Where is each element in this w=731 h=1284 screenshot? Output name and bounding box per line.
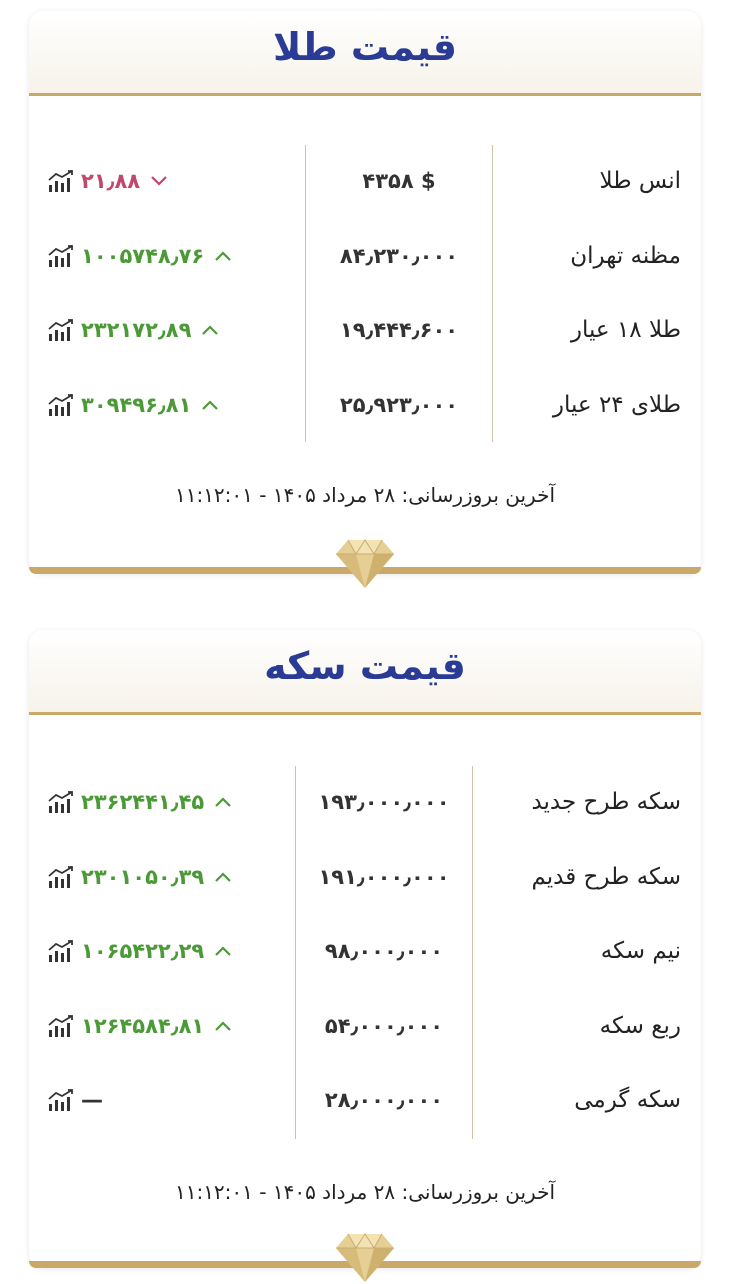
bar-chart-trend-icon[interactable] [47,169,75,193]
gold-row-change [47,161,168,201]
coin-row-name: سکه طرح قدیم [531,864,681,890]
gold-row-name: طلا ۱۸ عیار [570,317,681,343]
change-value: ۲۳۲۱۷۲٫۸۹ [81,318,192,342]
coin-row-change [47,782,232,822]
gold-row-price: $ ۴۳۵۸ [362,169,436,193]
gold-row-24k[interactable] [29,385,701,425]
gold-card-title: قیمت طلا [273,25,457,69]
gold-row-name: مظنه تهران [570,243,681,269]
gold-row-tehran[interactable] [29,236,701,276]
coin-row-name: ربع سکه [599,1013,681,1039]
chevron-up-icon [201,324,219,336]
chevron-down-icon [150,175,168,187]
change-value: ۱۲۶۴۵۸۴٫۸۱ [81,1014,205,1038]
gold-row-price: ۸۴٫۲۳۰٫۰۰۰ [339,244,459,268]
bar-chart-trend-icon[interactable] [47,790,75,814]
coin-row-price: ۹۸٫۰۰۰٫۰۰۰ [324,939,444,963]
bar-chart-trend-icon[interactable] [47,1014,75,1038]
gold-row-price: ۱۹٫۴۴۴٫۶۰۰ [339,318,459,342]
bar-chart-trend-icon[interactable] [47,865,75,889]
change-value: ۳۰۹۴۹۶٫۸۱ [81,393,192,417]
change-value: ۲۳۰۱۰۵۰٫۳۹ [81,865,205,889]
coin-row-new-design[interactable] [29,782,701,822]
coin-row-name: نیم سکه [600,938,681,964]
coin-card-header [29,630,701,715]
chevron-up-icon [214,1020,232,1032]
chevron-up-icon [201,399,219,411]
coin-row-change [47,931,232,971]
coin-last-update: آخرین بروزرسانی: ۲۸ مرداد ۱۴۰۵ - ۱۱:۱۲:۰۱ [174,1180,556,1204]
bar-chart-trend-icon[interactable] [47,393,75,417]
change-value: ۱۰۶۵۴۲۲٫۲۹ [81,939,205,963]
gold-row-price: ۲۵٫۹۲۳٫۰۰۰ [339,393,459,417]
chevron-up-icon [214,871,232,883]
diamond-icon [334,538,396,590]
change-value: ۲۱٫۸۸ [81,169,141,193]
bar-chart-trend-icon[interactable] [47,244,75,268]
coin-row-gram[interactable] [29,1080,701,1120]
gold-last-update: آخرین بروزرسانی: ۲۸ مرداد ۱۴۰۵ - ۱۱:۱۲:۰۱ [174,483,556,507]
bar-chart-trend-icon[interactable] [47,1088,75,1112]
coin-row-change [47,1080,103,1120]
gold-price-card [29,11,701,574]
change-value: ۱۰۰۵۷۴۸٫۷۶ [81,244,205,268]
coin-row-name: سکه گرمی [574,1087,681,1113]
coin-row-price: ۱۹۳٫۰۰۰٫۰۰۰ [318,790,450,814]
diamond-icon [334,1232,396,1284]
gold-row-change [47,236,232,276]
coin-row-price: ۲۸٫۰۰۰٫۰۰۰ [324,1088,444,1112]
coin-row-change [47,857,232,897]
coin-row-quarter[interactable] [29,1006,701,1046]
chevron-up-icon [214,945,232,957]
gold-row-18k[interactable] [29,310,701,350]
bar-chart-trend-icon[interactable] [47,939,75,963]
coin-row-change [47,1006,232,1046]
gold-row-name: انس طلا [599,168,681,194]
coin-row-name: سکه طرح جدید [531,789,681,815]
change-value-empty: — [81,1087,103,1113]
bar-chart-trend-icon[interactable] [47,318,75,342]
gold-row-name: طلای ۲۴ عیار [552,392,681,418]
coin-row-half[interactable] [29,931,701,971]
coin-row-price: ۵۴٫۰۰۰٫۰۰۰ [324,1014,444,1038]
coin-card-title: قیمت سکه [264,644,466,688]
coin-price-card [29,630,701,1268]
coin-row-price: ۱۹۱٫۰۰۰٫۰۰۰ [318,865,450,889]
gold-card-header [29,11,701,96]
coin-row-old-design[interactable] [29,857,701,897]
gold-row-ounce[interactable] [29,161,701,201]
gold-row-change [47,385,219,425]
gold-row-change [47,310,219,350]
chevron-up-icon [214,250,232,262]
chevron-up-icon [214,796,232,808]
change-value: ۲۳۶۲۴۴۱٫۴۵ [81,790,205,814]
